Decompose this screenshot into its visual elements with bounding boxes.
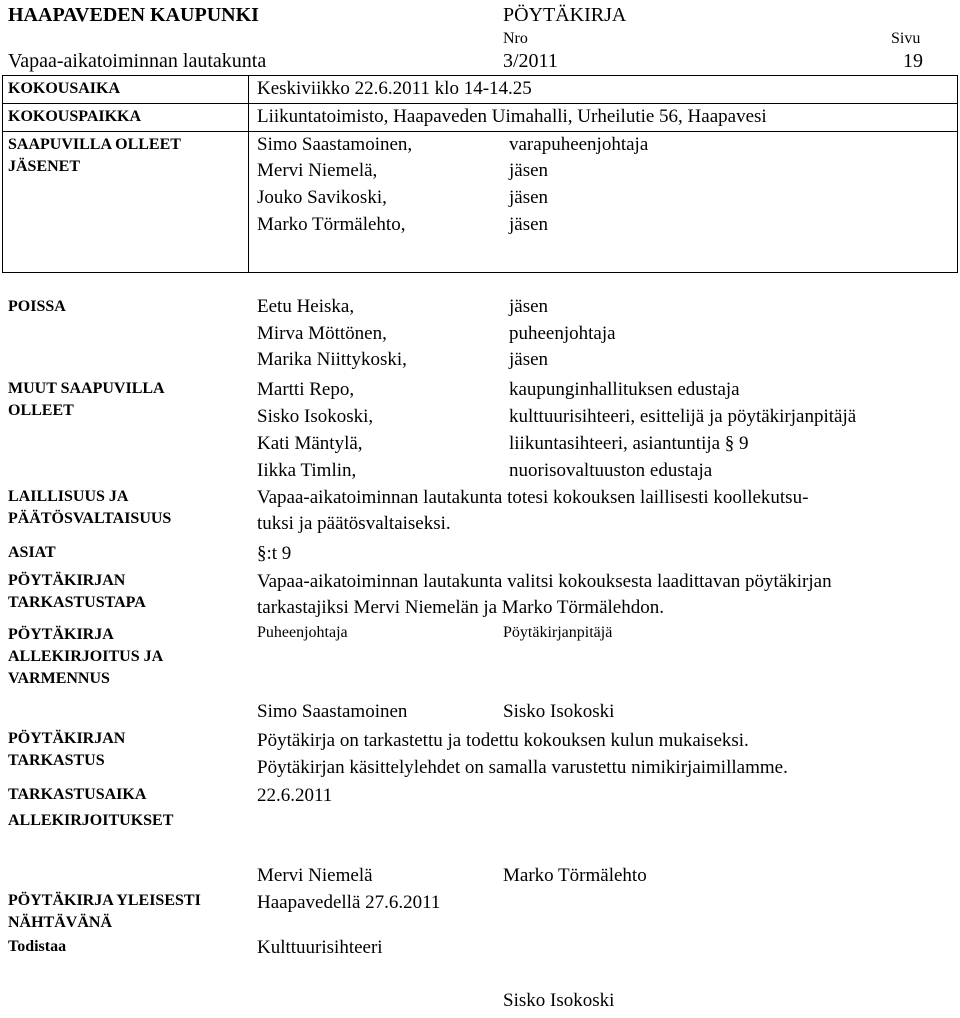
secretary-signature-name: Sisko Isokoski [503,701,615,722]
present-name: Jouko Savikoski, [257,187,387,208]
signatures-label: ALLEKIRJOITUKSET [8,812,174,829]
absent-name: Eetu Heiska, [257,296,355,317]
absent-name: Mirva Möttönen, [257,323,387,344]
items-label: ASIAT [8,544,56,561]
review-text: Pöytäkirja on tarkastettu ja todettu kokouksen kulun mukaiseksi. [257,730,749,751]
present-role: jäsen [509,214,549,235]
row-divider [2,272,958,273]
review-method-label-2: TARKASTUSTAPA [8,594,146,611]
items-value: §:t 9 [257,543,292,564]
present-label: SAAPUVILLA OLLEET [8,136,181,153]
review-method-text: Vapaa-aikatoiminnan lautakunta valitsi kokouksesta laadittavan pöytäkirjan [257,571,832,592]
present-role: jäsen [509,187,549,208]
chair-signature-name: Simo Saastamoinen [257,701,408,722]
nro-value: 3/2011 [503,50,558,72]
row-divider [2,131,958,132]
org-name: HAAPAVEDEN KAUPUNKI [8,4,259,26]
other-role: kaupunginhallituksen edustaja [509,379,740,400]
review-label-2: TARKASTUS [8,752,105,769]
review-time-value: 22.6.2011 [257,785,333,806]
reviewer-signature-name: Marko Törmälehto [503,865,647,886]
meeting-time-label: KOKOUSAIKA [8,80,121,97]
other-name: Sisko Isokoski, [257,406,374,427]
present-name: Simo Saastamoinen, [257,134,413,155]
public-display-label: PÖYTÄKIRJA YLEISESTI [8,892,201,909]
table-left-border [2,75,3,272]
chair-title: Puheenjohtaja [257,624,348,641]
absent-name: Marika Niittykoski, [257,349,407,370]
other-role: kulttuurisihteeri, esittelijä ja pöytäkirjanpitäjä [509,406,857,427]
sivu-label: Sivu [891,30,921,47]
others-label-2: OLLEET [8,402,74,419]
other-role: nuorisovaltuuston edustaja [509,460,713,481]
review-method-label: PÖYTÄKIRJAN [8,572,126,589]
signing-label-2: ALLEKIRJOITUS JA [8,648,164,665]
absent-role: puheenjohtaja [509,323,616,344]
meeting-place-value: Liikuntatoimisto, Haapaveden Uimahalli, Urheilutie 56, Haapavesi [257,106,767,127]
attest-label: Todistaa [8,938,67,955]
attest-title: Kulttuurisihteeri [257,937,383,958]
public-display-label-2: NÄHTÄVÄNÄ [8,914,112,931]
other-name: Kati Mäntylä, [257,433,363,454]
column-divider [248,75,249,272]
present-name: Mervi Niemelä, [257,160,378,181]
present-name: Marko Törmälehto, [257,214,406,235]
other-name: Martti Repo, [257,379,355,400]
meeting-time-value: Keskiviikko 22.6.2011 klo 14-14.25 [257,78,532,99]
review-text-2: Pöytäkirjan käsittelylehdet on samalla varustettu nimikirjaimillamme. [257,757,788,778]
review-time-label: TARKASTUSAIKA [8,786,147,803]
attest-signature-name: Sisko Isokoski [503,990,615,1011]
signing-label-3: VARMENNUS [8,670,110,687]
other-name: Iikka Timlin, [257,460,357,481]
legality-text-2: tuksi ja päätösvaltaiseksi. [257,513,451,534]
absent-role: jäsen [509,349,549,370]
present-role: varapuheenjohtaja [509,134,649,155]
page-number: 19 [903,50,923,72]
legality-label: LAILLISUUS JA [8,488,129,505]
secretary-title: Pöytäkirjanpitäjä [503,624,613,641]
legality-label-2: PÄÄTÖSVALTAISUUS [8,510,172,527]
legality-text: Vapaa-aikatoiminnan lautakunta totesi kokouksen laillisesti koollekutsu- [257,487,809,508]
review-label: PÖYTÄKIRJAN [8,730,126,747]
other-role: liikuntasihteeri, asiantuntija § 9 [509,433,749,454]
absent-label: POISSA [8,298,66,315]
committee-name: Vapaa-aikatoiminnan lautakunta [8,50,267,72]
table-right-border [957,75,958,272]
document-type: PÖYTÄKIRJA [503,4,627,26]
public-display-value: Haapavedellä 27.6.2011 [257,892,441,913]
nro-label: Nro [503,30,528,47]
signing-label: PÖYTÄKIRJA [8,626,114,643]
reviewer-signature-name: Mervi Niemelä [257,865,373,886]
present-role: jäsen [509,160,549,181]
others-label: MUUT SAAPUVILLA [8,380,165,397]
absent-role: jäsen [509,296,549,317]
present-label-2: JÄSENET [8,158,81,175]
review-method-text-2: tarkastajiksi Mervi Niemelän ja Marko Törmälehdon. [257,597,664,618]
meeting-place-label: KOKOUSPAIKKA [8,108,142,125]
